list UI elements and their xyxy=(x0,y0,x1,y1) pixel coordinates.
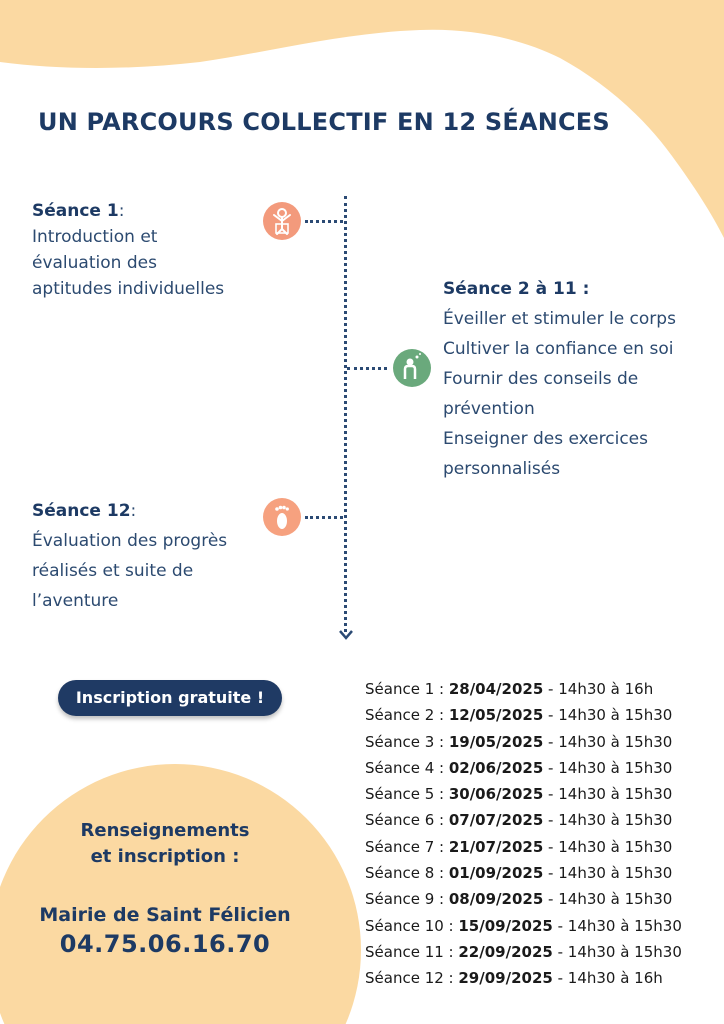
seance-2-11-line: prévention xyxy=(443,399,535,419)
schedule-time: - 14h30 à 15h30 xyxy=(543,890,673,909)
schedule-row xyxy=(365,807,720,833)
seance-2-11-line: Éveiller et stimuler le corps xyxy=(443,309,676,329)
schedule-date: 01/09/2025 xyxy=(448,864,544,883)
page-title: UN PARCOURS COLLECTIF EN 12 SÉANCES xyxy=(38,108,610,136)
timeline-connector-2 xyxy=(347,367,387,370)
schedule-time: - 14h30 à 15h30 xyxy=(543,864,673,883)
schedule-date: 02/06/2025 xyxy=(448,758,544,777)
schedule-row xyxy=(365,886,720,912)
schedule-date: 07/07/2025 xyxy=(448,811,544,830)
seance-1-colon: : xyxy=(118,201,125,221)
schedule-row xyxy=(365,702,720,728)
seance-12-line: Évaluation des progrès xyxy=(32,531,228,551)
schedule-time: - 14h30 à 15h30 xyxy=(543,811,673,830)
contact-phone: 04.75.06.16.70 xyxy=(59,930,271,958)
schedule-row xyxy=(365,729,720,755)
timeline-line xyxy=(344,196,347,632)
free-registration-badge: Inscription gratuite ! xyxy=(58,680,282,716)
schedule-label: Séance 6 : xyxy=(365,811,449,830)
session-schedule xyxy=(365,676,720,992)
schedule-time: - 14h30 à 16h xyxy=(552,969,663,988)
person-thinking-icon xyxy=(393,349,431,387)
seance-1-line: Introduction et xyxy=(32,227,158,247)
seance-12-block xyxy=(32,496,272,616)
schedule-label: Séance 7 : xyxy=(365,837,449,856)
seance-1-line: évaluation des xyxy=(32,253,157,273)
seance-1-block xyxy=(32,198,272,302)
schedule-row xyxy=(365,781,720,807)
seance-2-11-heading: Séance 2 à 11 : xyxy=(443,279,590,299)
seance-2-11-line: Cultiver la confiance en soi xyxy=(443,339,674,359)
seance-2-11-block xyxy=(443,274,713,484)
schedule-date: 30/06/2025 xyxy=(448,785,544,804)
contact-heading-line-1: Renseignements xyxy=(80,820,250,841)
schedule-date: 08/09/2025 xyxy=(448,890,544,909)
schedule-label: Séance 9 : xyxy=(365,890,449,909)
schedule-label: Séance 8 : xyxy=(365,864,449,883)
schedule-time: - 14h30 à 15h30 xyxy=(543,785,673,804)
timeline-connector-3 xyxy=(305,516,343,519)
contact-heading-line-2: et inscription : xyxy=(90,846,240,867)
schedule-label: Séance 10 : xyxy=(365,916,459,935)
seance-2-11-line: Enseigner des exercices xyxy=(443,429,648,449)
seance-12-heading: Séance 12 xyxy=(32,501,131,521)
schedule-time: - 14h30 à 16h xyxy=(543,680,654,698)
timeline-arrow-icon xyxy=(338,628,354,642)
schedule-row xyxy=(365,860,720,886)
schedule-label: Séance 11 : xyxy=(365,942,459,961)
schedule-time: - 14h30 à 15h30 xyxy=(543,706,673,725)
schedule-date: 28/04/2025 xyxy=(448,680,544,698)
schedule-date: 12/05/2025 xyxy=(448,706,544,725)
schedule-row xyxy=(365,676,720,702)
schedule-time: - 14h30 à 15h30 xyxy=(543,758,673,777)
schedule-time: - 14h30 à 15h30 xyxy=(552,942,682,961)
schedule-label: Séance 1 : xyxy=(365,680,449,698)
schedule-date: 19/05/2025 xyxy=(448,732,544,751)
schedule-date: 21/07/2025 xyxy=(448,837,544,856)
schedule-date: 29/09/2025 xyxy=(458,969,553,988)
schedule-label: Séance 3 : xyxy=(365,732,449,751)
schedule-row xyxy=(365,965,720,991)
seance-12-colon: : xyxy=(130,501,137,521)
schedule-date: 15/09/2025 xyxy=(458,916,553,935)
schedule-label: Séance 12 : xyxy=(365,969,459,988)
schedule-row xyxy=(365,913,720,939)
schedule-label: Séance 2 : xyxy=(365,706,449,725)
schedule-time: - 14h30 à 15h30 xyxy=(543,732,673,751)
schedule-label: Séance 4 : xyxy=(365,758,449,777)
schedule-row xyxy=(365,939,720,965)
schedule-time: - 14h30 à 15h30 xyxy=(552,916,682,935)
timeline-connector-1 xyxy=(305,220,343,223)
schedule-time: - 14h30 à 15h30 xyxy=(543,837,673,856)
schedule-date: 22/09/2025 xyxy=(458,942,553,961)
contact-block xyxy=(20,818,310,958)
schedule-row xyxy=(365,834,720,860)
schedule-label: Séance 5 : xyxy=(365,785,449,804)
seance-2-11-line: personnalisés xyxy=(443,459,561,479)
seance-12-line: l’aventure xyxy=(32,591,119,611)
contact-organization: Mairie de Saint Félicien xyxy=(39,904,291,926)
seance-1-heading: Séance 1 xyxy=(32,201,119,221)
schedule-row xyxy=(365,755,720,781)
seance-2-11-line: Fournir des conseils de xyxy=(443,369,639,389)
seance-1-line: aptitudes individuelles xyxy=(32,279,225,299)
seance-12-line: réalisés et suite de xyxy=(32,561,194,581)
